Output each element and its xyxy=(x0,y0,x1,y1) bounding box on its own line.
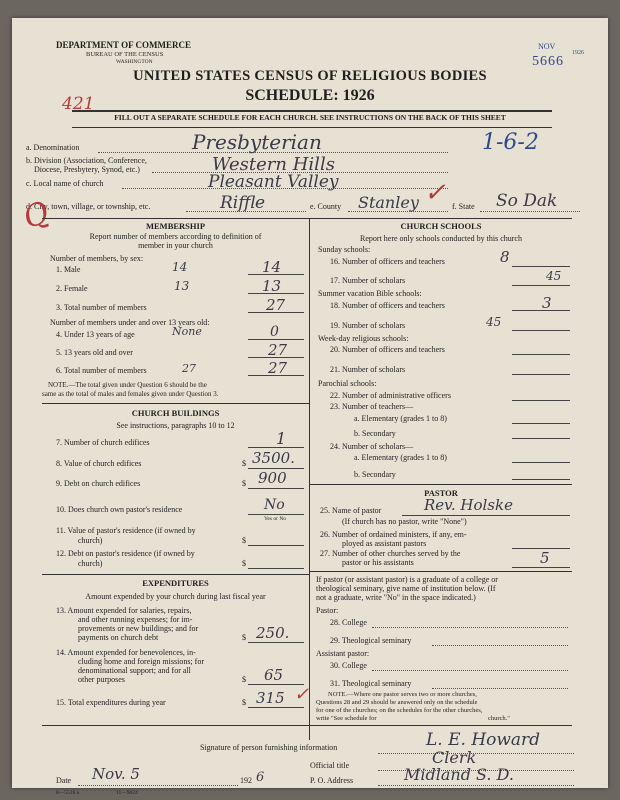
division-label-2: Diocese, Presbytery, Synod, etc.) xyxy=(34,165,140,174)
signature-label: Signature of person furnishing information xyxy=(200,743,338,752)
q25-label: 25. Name of pastor xyxy=(320,506,382,515)
stamp-year: 1926 xyxy=(572,50,584,56)
city-label: d. City, town, village, or township, etc. xyxy=(26,202,151,211)
q26-label-1: 26. Number of ordained ministers, if any, em- xyxy=(320,530,467,539)
membership-note-2: same as the total of males and females given under Question 3. xyxy=(42,390,219,398)
q24b-label: b. Secondary xyxy=(354,470,396,479)
q8-dollar: $ xyxy=(242,459,246,468)
q2-label: 2. Female xyxy=(56,284,88,293)
city-value: Riffle xyxy=(220,193,266,213)
q12-dollar: $ xyxy=(242,559,246,568)
q2-inline: 13 xyxy=(174,279,190,293)
county-value: Stanley xyxy=(358,193,419,212)
pastor-note-4: write "See schedule for xyxy=(316,715,377,722)
pastor-note-5: church." xyxy=(488,715,510,722)
q31-label: 31. Theological seminary xyxy=(330,679,412,688)
pastor-note-1: NOTE.—Where one pastor serves two or more churches, xyxy=(328,691,477,698)
q13-value: 250. xyxy=(256,624,290,642)
city-heading: WASHINGTON xyxy=(116,59,153,65)
edu-note-3: not a graduate, write "No" in the space indicated.) xyxy=(316,593,476,602)
q19-value: 45 xyxy=(486,315,502,329)
q12-label-2: church) xyxy=(78,559,103,568)
q6-label: 6. Total number of members xyxy=(56,366,147,375)
q6-value: 27 xyxy=(268,359,288,377)
q10-label: 10. Does church own pastor's residence xyxy=(56,505,183,514)
q26-label-2: ployed as assistant pastors xyxy=(342,539,427,548)
q23b-label: b. Secondary xyxy=(354,429,396,438)
q13-label-4: payments on church debt xyxy=(78,633,159,642)
year-handwritten: 6 xyxy=(256,770,265,785)
po-address-value: Midland S. D. xyxy=(404,765,514,784)
q14-dollar: $ xyxy=(242,675,246,684)
q15-red-check: ✓ xyxy=(294,684,310,705)
q16-value: 8 xyxy=(500,248,510,266)
q5-value: 27 xyxy=(268,341,288,359)
local-name-value: Pleasant Valley xyxy=(208,172,339,192)
expenditures-subheading: Amount expended by your church during last fiscal year xyxy=(85,592,266,601)
official-title-value: Clerk xyxy=(432,748,477,767)
q13-label-2: and other running expenses; for im- xyxy=(78,615,193,624)
stamp-month: NOV xyxy=(538,42,556,51)
q24-label: 24. Number of scholars— xyxy=(330,442,414,451)
membership-heading: MEMBERSHIP xyxy=(145,221,206,231)
q20-label: 20. Number of officers and teachers xyxy=(330,345,445,354)
q21-label: 21. Number of scholars xyxy=(330,365,406,374)
denomination-label: a. Denomination xyxy=(26,143,80,152)
q14-label-1: 14. Amount expended for benevolences, in- xyxy=(56,648,196,657)
membership-intro-1: Report number of members according to definition of xyxy=(89,232,262,241)
q14-label-3: denominational support; and for all xyxy=(78,666,191,675)
expenditures-heading: EXPENDITURES xyxy=(142,578,209,588)
schools-intro: Report here only schools conducted by this church xyxy=(360,234,522,243)
q16-label: 16. Number of officers and teachers xyxy=(330,257,445,266)
red-check-mark: ✓ xyxy=(424,178,446,208)
q30-label: 30. College xyxy=(330,661,367,670)
q14-label-4: other purposes xyxy=(78,675,125,684)
q25-value: Rev. Holske xyxy=(424,496,513,514)
stamp-number: 5666 xyxy=(532,54,564,69)
q9-dollar: $ xyxy=(242,479,246,488)
q14-value: 65 xyxy=(264,666,284,684)
form-title: UNITED STATES CENSUS OF RELIGIOUS BODIES xyxy=(133,68,487,84)
parochial-schools-label: Parochial schools: xyxy=(318,379,377,388)
official-title-label: Official title xyxy=(310,761,350,770)
q27-value: 5 xyxy=(540,549,550,567)
po-address-label: P. O. Address xyxy=(310,776,354,785)
form-number: 8—5518 a xyxy=(56,790,80,796)
q10-hint: Yes or No xyxy=(264,516,287,522)
q15-dollar: $ xyxy=(242,698,246,707)
denomination-value: Presbyterian xyxy=(192,130,322,154)
q17-value: 45 xyxy=(546,269,562,283)
q7-value: 1 xyxy=(276,429,287,448)
state-value: So Dak xyxy=(496,191,558,211)
age-intro-label: Number of members under and over 13 years old: xyxy=(50,318,210,327)
q29-label: 29. Theological seminary xyxy=(330,636,412,645)
q23-label: 23. Number of teachers— xyxy=(330,402,414,411)
instruction-line: FILL OUT A SEPARATE SCHEDULE FOR EACH CHURCH. SEE INSTRUCTIONS ON THE BACK OF THIS SHEET xyxy=(114,113,506,122)
date-value: Nov. 5 xyxy=(92,765,140,783)
bureau-heading: BUREAU OF THE CENSUS xyxy=(86,51,164,58)
q5-label: 5. 13 years old and over xyxy=(56,348,133,357)
q8-value: 3500. xyxy=(252,449,295,467)
membership-note-1: NOTE.—The total given under Question 6 should be the xyxy=(48,381,207,389)
q9-label: 9. Debt on church edifices xyxy=(56,479,141,488)
pastor-subheading: Pastor: xyxy=(316,606,339,615)
by-sex-label: Number of members, by sex: xyxy=(50,254,144,263)
q11-dollar: $ xyxy=(242,536,246,545)
q25-hint: (If church has no pastor, write "None") xyxy=(342,517,467,526)
buildings-heading: CHURCH BUILDINGS xyxy=(131,408,220,418)
form-number-2: 11—9024 xyxy=(116,790,138,796)
q4-value: 0 xyxy=(270,324,279,340)
q1-label: 1. Male xyxy=(56,265,81,274)
q10-value: No xyxy=(264,497,285,513)
q2-value: 13 xyxy=(262,277,282,295)
q24a-label: a. Elementary (grades 1 to 8) xyxy=(354,453,447,462)
asst-pastor-subheading: Assistant pastor: xyxy=(316,649,370,658)
division-value: Western Hills xyxy=(212,154,335,175)
q17-label: 17. Number of scholars xyxy=(330,276,406,285)
edu-note-1: If pastor (or assistant pastor) is a graduate of a college or xyxy=(316,575,498,584)
pastor-note-3: for one of the churches; on the schedules for the other churches, xyxy=(316,707,483,714)
weekday-schools-label: Week-day religious schools: xyxy=(318,334,409,343)
q11-label-1: 11. Value of pastor's residence (if owned by xyxy=(56,526,196,535)
q4-label: 4. Under 13 years of age xyxy=(56,330,135,339)
q15-value: 315 xyxy=(256,689,285,707)
q27-label-2: pastor or his assistants xyxy=(342,558,414,567)
schools-heading: CHURCH SCHOOLS xyxy=(400,221,482,231)
q13-dollar: $ xyxy=(242,633,246,642)
q23a-label: a. Elementary (grades 1 to 8) xyxy=(354,414,447,423)
q9-value: 900 xyxy=(258,469,287,487)
schedule-title: SCHEDULE: 1926 xyxy=(245,87,375,104)
year-printed: 192 xyxy=(240,776,252,785)
edu-note-2: theological seminary, give name of institution below. (If xyxy=(316,584,496,593)
sunday-schools-label: Sunday schools: xyxy=(318,245,371,254)
q13-label-1: 13. Amount expended for salaries, repairs, xyxy=(56,606,192,615)
q3-value: 27 xyxy=(266,296,286,314)
q19-label: 19. Number of scholars xyxy=(330,321,406,330)
q18-label: 18. Number of officers and teachers xyxy=(330,301,445,310)
pastor-note-2: Questions 28 and 29 should be answered only on the schedule xyxy=(316,699,478,706)
q22-label: 22. Number of administrative officers xyxy=(330,391,451,400)
q1-inline: 14 xyxy=(172,260,188,274)
date-label: Date xyxy=(56,776,72,785)
q1-value: 14 xyxy=(262,258,282,276)
q15-label: 15. Total expenditures during year xyxy=(56,698,166,707)
local-name-label: c. Local name of church xyxy=(26,179,104,188)
buildings-subheading: See instructions, paragraphs 10 to 12 xyxy=(116,421,235,430)
q18-value: 3 xyxy=(542,294,552,312)
q6-inline: 27 xyxy=(182,362,196,375)
red-margin-mark: Q xyxy=(18,194,54,237)
q14-label-2: cluding home and foreign missions; for xyxy=(78,657,204,666)
q7-label: 7. Number of church edifices xyxy=(56,438,150,447)
department-heading: DEPARTMENT OF COMMERCE xyxy=(56,40,192,50)
q28-label: 28. College xyxy=(330,618,367,627)
membership-intro-2: member in your church xyxy=(138,241,213,250)
blue-code: 1-6-2 xyxy=(482,130,539,155)
q8-label: 8. Value of church edifices xyxy=(56,459,142,468)
signature-value: L. E. Howard xyxy=(426,730,541,750)
q13-label-3: provements or new buildings; and for xyxy=(78,624,199,633)
q3-label: 3. Total number of members xyxy=(56,303,147,312)
census-schedule-form xyxy=(12,18,608,796)
q27-label-1: 27. Number of other churches served by the xyxy=(320,549,461,558)
pastor-heading: PASTOR xyxy=(424,488,458,498)
q4-inline: None xyxy=(172,325,202,338)
county-label: e. County xyxy=(310,202,342,211)
q11-label-2: church) xyxy=(78,536,103,545)
red-number: 421 xyxy=(62,94,95,114)
summer-schools-label: Summer vacation Bible schools: xyxy=(318,289,422,298)
q12-label-1: 12. Debt on pastor's residence (if owned by xyxy=(56,549,195,558)
division-label: b. Division (Association, Conference, xyxy=(26,156,147,165)
state-label: f. State xyxy=(452,202,475,211)
